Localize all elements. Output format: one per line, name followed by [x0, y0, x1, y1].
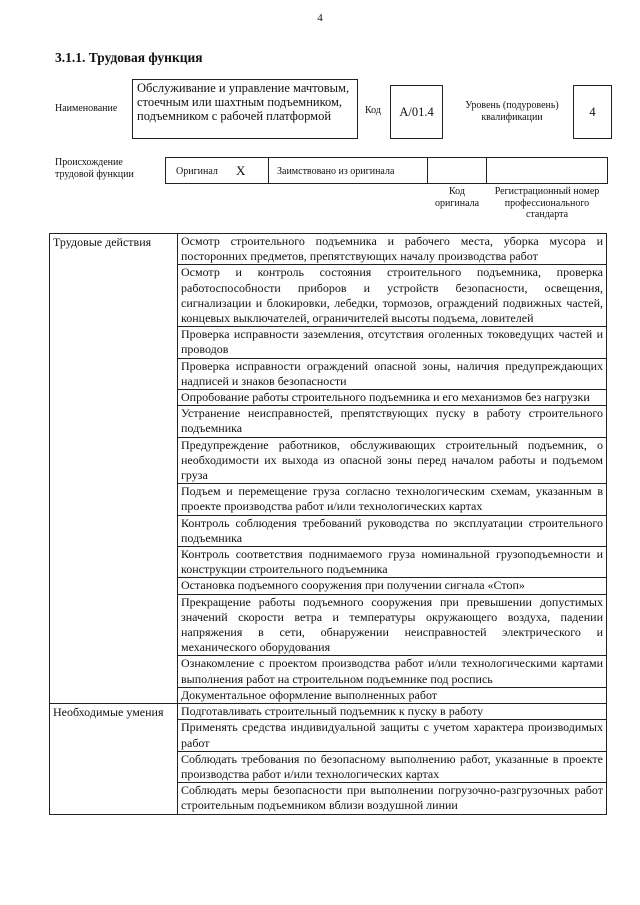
section-label: Необходимые умения — [50, 704, 178, 814]
section-label: Трудовые действия — [50, 234, 178, 704]
table-cell: Предупреждение работников, обслуживающих строительный подъемник, о необходимости их выхода из опасной зоны перед началом работы и подъемом груза — [178, 437, 607, 484]
table-cell: Устранение неисправностей, препятствующих пуску в работу строительного подъемника — [178, 406, 607, 437]
table-cell: Остановка подъемного сооружения при получении сигнала «Стоп» — [178, 578, 607, 594]
table-cell: Осмотр и контроль состояния строительного подъемника, проверка работоспособности приборов и устройств безопасности, освещения, сигнализации и блокировки, лебедки, тормозов, ограждений подвижных частей, концевых выключателей, ограничителей высоты подъема, ловителей — [178, 265, 607, 327]
function-name: Обслуживание и управление мачтовым, стоечным или шахтным подъемником, подъемником с рабочей платформой — [132, 79, 358, 139]
level-label: Уровень (подуровень) квалификации — [465, 100, 559, 123]
level-value: 4 — [573, 85, 612, 139]
table-cell: Ознакомление с проектом производства работ и/или технологическими картами выполнения работ на строительном подъемнике под роспись — [178, 656, 607, 687]
original-label: Оригинал — [176, 166, 218, 177]
name-label: Наименование — [55, 103, 118, 114]
table-row — [50, 234, 607, 265]
table-cell: Осмотр строительного подъемника и рабочего места, уборка мусора и посторонних предметов, препятствующих началу производства работ — [178, 234, 607, 265]
table-cell: Контроль соответствия поднимаемого груза номинальной грузоподъемности и конструкции строительного подъемника — [178, 547, 607, 578]
borrowed-label: Заимствовано из оригинала — [277, 166, 395, 177]
table-cell: Соблюдать меры безопасности при выполнении погрузочно-разгрузочных работ строительным подъемником вблизи воздушной линии — [178, 783, 607, 814]
table-cell: Подготавливать строительный подъемник к пуску в работу — [178, 704, 607, 720]
code-original-caption: Код оригинала — [434, 186, 480, 209]
table-cell: Соблюдать требования по безопасному выполнению работ, указанные в проекте производства работ и/или технологических картах — [178, 751, 607, 782]
origin-label: Происхождение трудовой функции — [55, 157, 134, 180]
page-number: 4 — [317, 12, 323, 24]
reg-number-caption: Регистрационный номер профессионального стандарта — [494, 186, 600, 220]
table-cell: Проверка исправности ограждений опасной зоны, наличия предупреждающих надписей и знаков безопасности — [178, 358, 607, 389]
table-cell: Документальное оформление выполненных работ — [178, 687, 607, 703]
table-cell: Опробование работы строительного подъемника и его механизмов без нагрузки — [178, 390, 607, 406]
code-value: А/01.4 — [390, 85, 443, 139]
section-title: 3.1.1. Трудовая функция — [55, 50, 203, 65]
table-cell: Проверка исправности заземления, отсутствия оголенных токоведущих частей и проводов — [178, 327, 607, 358]
table-cell: Применять средства индивидуальной защиты с учетом характера производимых работ — [178, 720, 607, 751]
functions-table — [49, 233, 607, 815]
code-label: Код — [365, 105, 381, 116]
original-mark: Х — [236, 163, 246, 178]
table-row — [50, 704, 607, 720]
table-cell: Контроль соблюдения требований руководства по эксплуатации строительного подъемника — [178, 515, 607, 546]
table-cell: Прекращение работы подъемного сооружения при превышении допустимых значений скорости ветра и температуры окружающего воздуха, падении напряжения в сети, обнаружении неисправностей электрического и механического оборудования — [178, 594, 607, 656]
table-cell: Подъем и перемещение груза согласно технологическим схемам, указанным в проекте производства работ и/или технологических картах — [178, 484, 607, 515]
